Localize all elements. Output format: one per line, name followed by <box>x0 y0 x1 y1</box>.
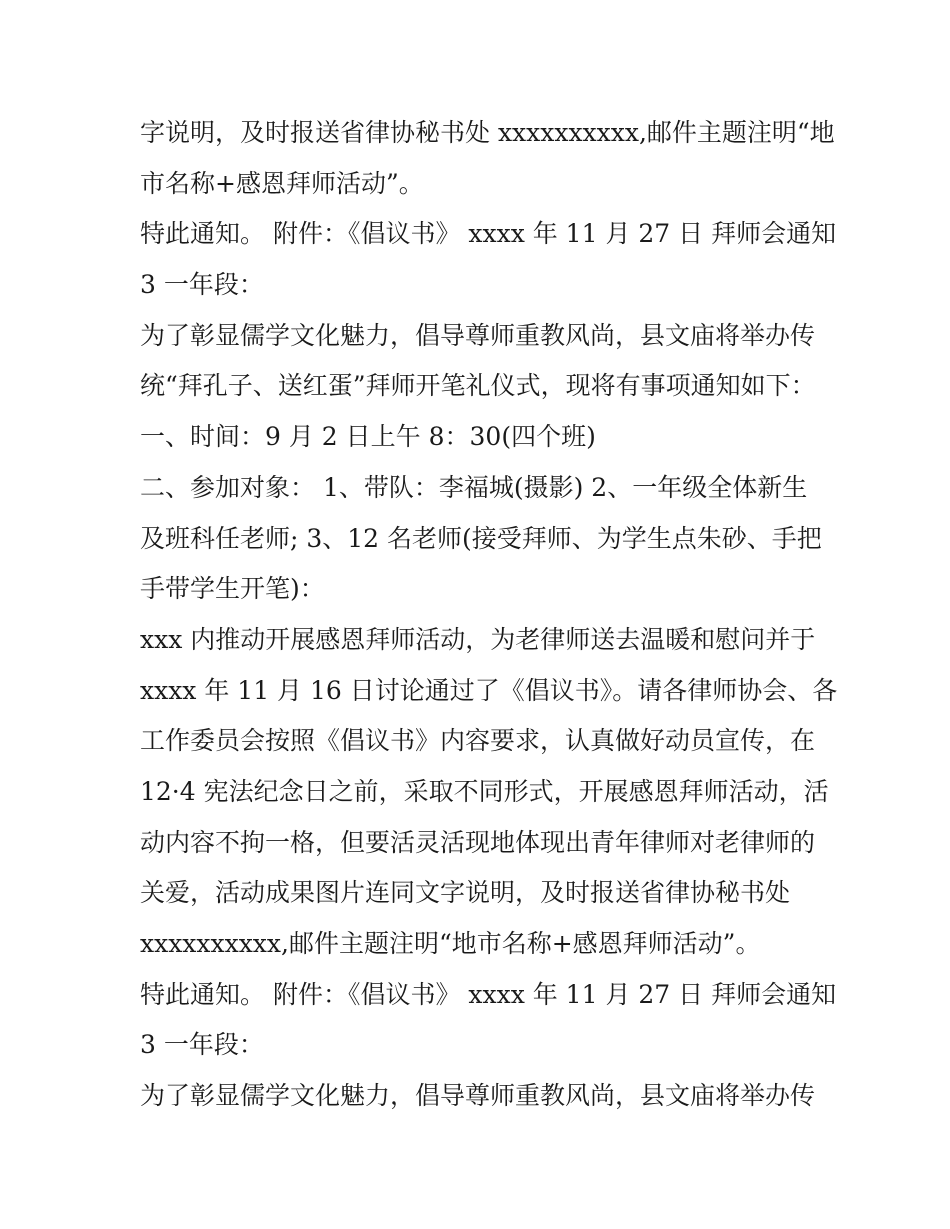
text-line: 二、参加对象： 1、带队：李福城(摄影) 2、一年级全体新生 <box>140 472 808 502</box>
text-line: 关爱，活动成果图片连同文字说明，及时报送省律协秘书处 <box>140 878 791 908</box>
document-body <box>140 108 838 1122</box>
text-line: 统“拜孔子、送红蛋”拜师开笔礼仪式，现将有事项通知如下： <box>140 371 816 401</box>
text-line: 为了彰显儒学文化魅力，倡导尊师重教风尚，县文庙将举办传 <box>140 1081 816 1111</box>
text-line: 3 一年段： <box>140 1030 264 1060</box>
text-line: 特此通知。 附件：《倡议书》 xxxx 年 11 月 27 日 拜师会通知 <box>140 219 837 249</box>
text-line: xxxxxxxxxx,邮件主题注明“地市名称+感恩拜师活动”。 <box>140 929 761 958</box>
text-line: 及班科任老师; 3、12 名老师(接受拜师、为学生点朱砂、手把 <box>140 523 822 553</box>
text-line: 一、时间：9 月 2 日上午 8：30(四个班) <box>140 422 596 452</box>
text-line: 为了彰显儒学文化魅力，倡导尊师重教风尚，县文庙将举办传 <box>140 320 816 350</box>
text-line: 特此通知。 附件：《倡议书》 xxxx 年 11 月 27 日 拜师会通知 <box>140 979 837 1009</box>
text-line: 工作委员会按照《倡议书》内容要求，认真做好动员宣传，在 <box>140 726 816 756</box>
text-line: 市名称+感恩拜师活动”。 <box>140 168 424 198</box>
text-line: 动内容不拘一格，但要活灵活现地体现出青年律师对老律师的 <box>140 827 816 857</box>
text-line: 手带学生开笔)： <box>140 574 325 604</box>
text-line: 12·4 宪法纪念日之前，采取不同形式，开展感恩拜师活动，活 <box>140 776 829 806</box>
text-line: 3 一年段： <box>140 270 264 300</box>
text-line: xxxx 年 11 月 16 日讨论通过了《倡议书》。请各律师协会、各 <box>140 675 838 705</box>
text-line: xxx 内推动开展感恩拜师活动，为老律师送去温暖和慰问并于 <box>140 624 816 654</box>
text-line: 字说明，及时报送省律协秘书处 xxxxxxxxxx,邮件主题注明“地 <box>140 118 835 147</box>
